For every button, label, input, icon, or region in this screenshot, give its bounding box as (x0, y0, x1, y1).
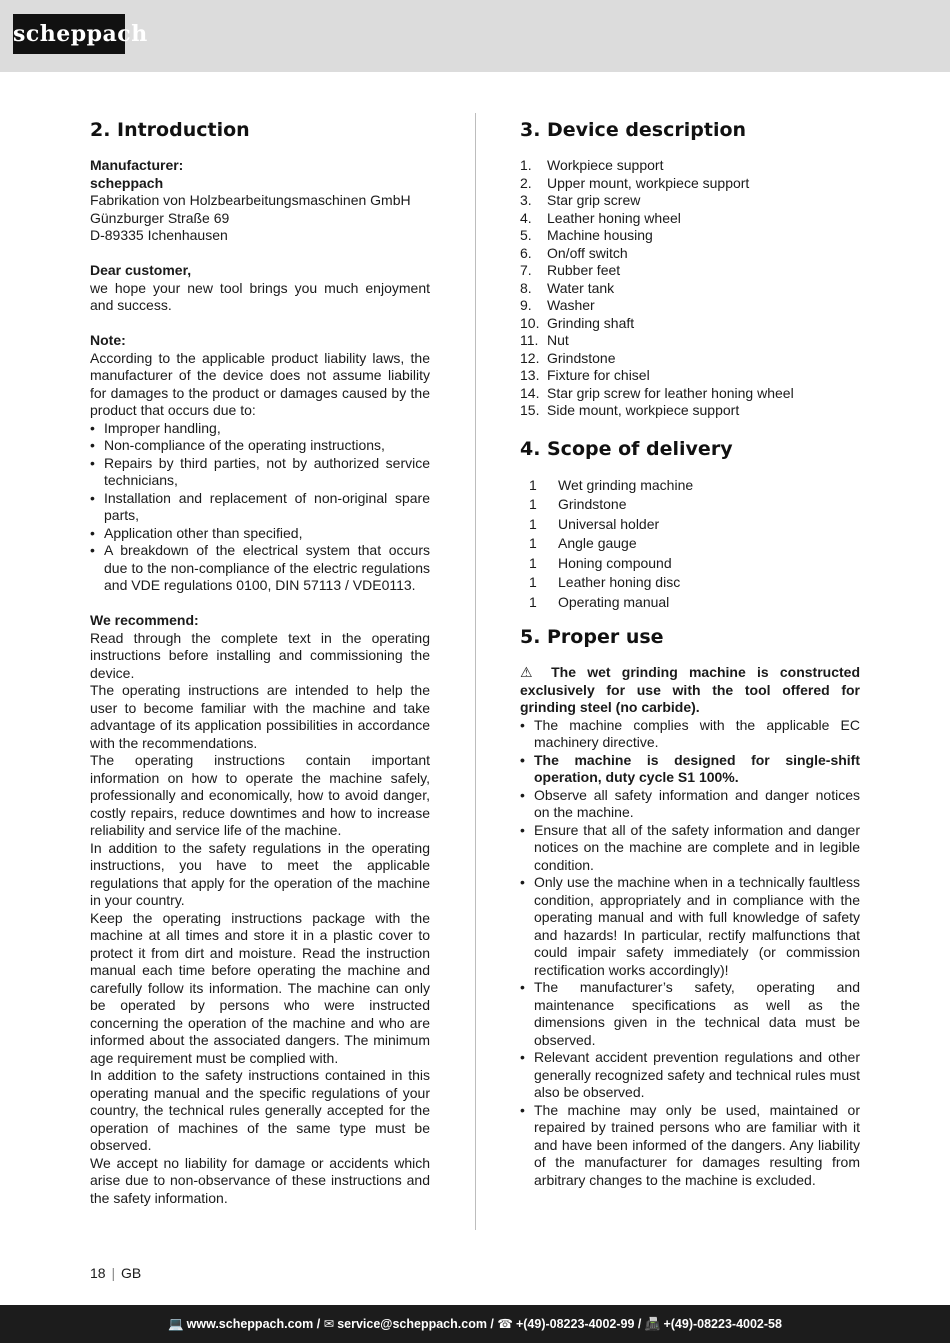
list-item: • Application other than specified, (90, 525, 430, 543)
list-item: 1 Wet grinding machine (529, 476, 694, 493)
header-band (0, 0, 950, 72)
website-link[interactable]: www.scheppach.com (186, 1317, 314, 1331)
list-item: 8. Water tank (520, 279, 615, 296)
list-item: 12. Grindstone (520, 349, 616, 366)
proper-use-section (520, 624, 860, 1189)
list-item: 2. Upper mount, workpiece support (520, 174, 750, 191)
recommend-paragraph: The operating instructions contain important information on how to operate the machine safely, professionally and economically, how to avoid danger, costly repairs, reduce downtimes and how to increase reliability and service life of the machine. (90, 752, 430, 838)
recommend-label: We recommend: (90, 612, 199, 628)
email-link[interactable]: service@scheppach.com (337, 1317, 487, 1331)
note-text: According to the applicable product liability laws, the manufacturer of the device does not assume liability for damages to the product or damages caused by the product that occurs due to: (90, 349, 430, 418)
note-label: Note: (90, 332, 126, 348)
list-item: 1 Universal holder (529, 515, 660, 532)
list-item: 14. Star grip screw for leather honing wheel (520, 384, 794, 401)
device-description-heading: 3. Device description (520, 119, 747, 141)
list-item: 5. Machine housing (520, 227, 653, 243)
introduction-section (90, 117, 430, 1207)
recommend-paragraph: In addition to the safety instructions contained in this operating manual and the specific regulations of your country, the technical rules generally accepted for the operation of machines of the same type must be observed. (90, 1067, 430, 1153)
list-item: 7. Rubber feet (520, 262, 621, 278)
list-item: 1 Grindstone (529, 496, 627, 512)
device-description-section (520, 117, 860, 420)
list-item: • The machine complies with the applicable EC machinery directive. (520, 717, 860, 752)
list-item: • Non-compliance of the operating instructions, (90, 437, 430, 455)
address-line: D-89335 Ichenhausen (90, 227, 228, 243)
phone-icon: ☎ (497, 1317, 513, 1331)
list-item: 3. Star grip screw (520, 192, 641, 208)
scope-of-delivery-heading: 4. Scope of delivery (520, 437, 733, 460)
mail-icon: ✉ (323, 1317, 335, 1331)
list-item: • Installation and replacement of non-original spare parts, (90, 490, 430, 525)
recommend-paragraph: The operating instructions are intended to help the user to become familiar with the machine and take advantage of its application possibilities in accordance with the recommendations. (90, 682, 430, 751)
manufacturer-label: Manufacturer: (90, 157, 184, 173)
list-item: • A breakdown of the electrical system that occurs due to the non-compliance of the electric regulations and VDE regulations 0100, DIN 57113 / VDE0113. (90, 542, 430, 595)
list-item: 1 Angle gauge (529, 535, 637, 551)
list-item: 11. Nut (520, 332, 569, 348)
list-item: 1. Workpiece support (520, 157, 664, 173)
proper-use-bullet-list (520, 717, 860, 1190)
list-item: 15. Side mount, workpiece support (520, 402, 740, 418)
list-item: • Improper handling, (90, 420, 430, 438)
page-number: 18 | GB (90, 1265, 142, 1281)
list-item: 13. Fixture for chisel (520, 367, 650, 383)
list-item: • The machine may only be used, maintained or repaired by trained persons who are familiar with it and have been informed of the dangers. Any liability of the manufacturer for damages resulting from arbitrary changes to the machine is excluded. (520, 1102, 860, 1190)
phone-number: +(49)-08223-4002-99 (515, 1317, 635, 1331)
scope-of-delivery-section (520, 436, 860, 613)
list-item: • The machine is designed for single-shift operation, duty cycle S1 100%. (520, 752, 860, 787)
contact-bar: 💻 www.scheppach.com / ✉ service@scheppach.com / ☎ +(49)-08223-4002-99 / 📠 +(49)-08223-4002-58 (0, 1305, 950, 1343)
delivery-list (520, 476, 860, 613)
address-line: Günzburger Straße 69 (90, 209, 230, 226)
dear-customer-label: Dear customer, (90, 262, 192, 278)
introduction-heading: 2. Introduction (90, 119, 250, 141)
list-item: • Ensure that all of the safety information and danger notices on the machine are complete and in legible condition. (520, 822, 860, 875)
scheppach-logo: scheppach (13, 14, 125, 54)
warning-icon: ⚠ (520, 664, 540, 680)
list-item: • Observe all safety information and danger notices on the machine. (520, 787, 860, 822)
recommend-paragraph: We accept no liability for damage or accidents which arise due to non-observance of these instructions and the safety information. (90, 1154, 430, 1206)
language-code: GB (121, 1265, 142, 1281)
list-item: 6. On/off switch (520, 244, 628, 261)
device-parts-list (520, 157, 860, 420)
list-item: • Repairs by third parties, not by authorized service technicians, (90, 455, 430, 490)
manufacturer-name: scheppach (90, 174, 164, 191)
column-divider (475, 113, 476, 1230)
recommend-paragraph: Keep the operating instructions package with the machine at all times and store it in a plastic cover to protect it from dirt and moisture. Read the instruction manual each time before operating the machine and carefully follow its information. The machine can only be operated by persons who were instructed concerning the operation of the machine and who are informed about the associated dangers. The minimum age requirement must be complied with. (90, 909, 430, 1066)
computer-icon: 💻 (168, 1317, 184, 1331)
fax-icon: 📠 (644, 1317, 661, 1331)
list-item: 1 Leather honing disc (529, 574, 681, 590)
list-item: • The manufacturer’s safety, operating and maintenance specifications as well as the dimensions given in the technical data must be observed. (520, 979, 860, 1049)
fax-number: +(49)-08223-4002-58 (663, 1317, 782, 1331)
recommend-paragraph: Read through the complete text in the operating instructions before installing and commissioning the device. (90, 629, 430, 681)
recommend-paragraph: In addition to the safety regulations in the operating instructions, you have to meet the applicable regulations that apply for the operation of the machine in your country. (90, 839, 430, 908)
proper-use-warning: ⚠ The wet grinding machine is constructed exclusively for use with the tool offered for grinding steel (no carbide). (520, 664, 861, 715)
address-line: Fabrikation von Holzbearbeitungsmaschinen GmbH (90, 192, 411, 208)
list-item: • Relevant accident prevention regulations and other generally recognized safety and technical rules must also be observed. (520, 1049, 860, 1102)
list-item: 1 Operating manual (529, 593, 670, 610)
list-item: 4. Leather honing wheel (520, 209, 681, 226)
list-item: 9. Washer (520, 297, 595, 313)
right-column (520, 117, 860, 1189)
list-item: 1 Honing compound (529, 554, 672, 571)
list-item: 10. Grinding shaft (520, 314, 635, 331)
note-bullet-list (90, 420, 430, 595)
dear-customer-text: we hope your new tool brings you much enjoyment and success. (90, 279, 430, 313)
proper-use-heading: 5. Proper use (520, 626, 664, 648)
list-item: • Only use the machine when in a technically faultless condition, appropriately and in compliance with the operating manual and with full knowledge of safety and hazards! In particular, rectify malfunctions that could impair safety immediately (or commission rectification works accordingly)! (520, 874, 860, 979)
